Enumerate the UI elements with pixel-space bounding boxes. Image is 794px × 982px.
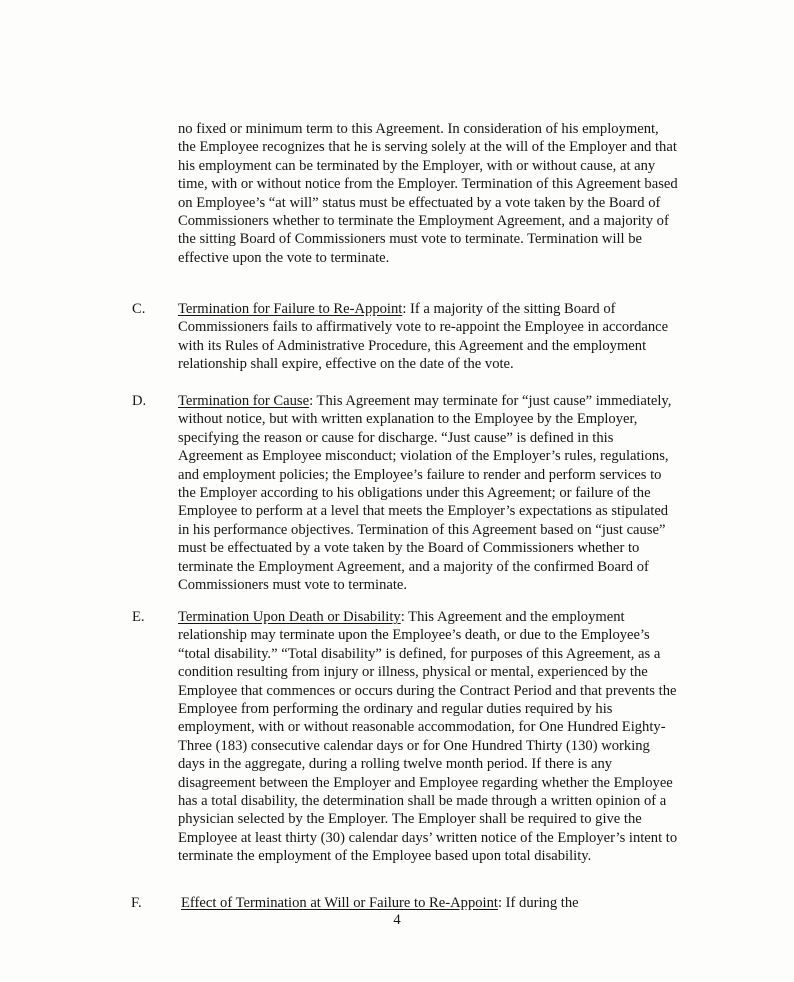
section-body xyxy=(181,894,681,912)
section-heading: Termination for Failure to Re-Appoint xyxy=(178,301,403,317)
section-letter: E. xyxy=(132,609,145,625)
section-letter: C. xyxy=(132,301,146,317)
section-letter: F. xyxy=(131,895,142,911)
section-heading: Termination Upon Death or Disability xyxy=(178,609,401,625)
section-body xyxy=(178,608,678,866)
section-heading: Termination for Cause xyxy=(178,393,310,409)
page-number-text: 4 xyxy=(393,912,401,928)
section-body xyxy=(178,392,678,594)
section-body xyxy=(178,300,678,374)
section-text: : If during the xyxy=(497,895,579,911)
page-number xyxy=(0,912,794,929)
intro-paragraph: no fixed or minimum term to this Agreement. In consideration of his employment, the Employee recognizes that he is serving solely at the will of the Employer and that his employment can be terminated by the Employer, with or without cause, at any time, with or without notice from the Employer. Termination of this Agreement based on Employee’s “at will” status must be effectuated by a vote taken by the Board of Commissioners whether to terminate the Employment Agreement, and a majority of the sitting Board of Commissioners must vote to terminate. Termination will be effective upon the vote to terminate. xyxy=(178,121,678,266)
section-text: : If a majority of the sitting Board of Commissioners fails to affirmatively vote to re-appoint the Employee in accordance with its Rules of Administrative Procedure, this Agreement and the employment relationship shall expire, effective on the date of the vote. xyxy=(178,301,669,373)
section-heading: Effect of Termination at Will or Failure to Re-Appoint xyxy=(181,895,498,911)
section-text: : This Agreement and the employment relationship may terminate upon the Employee’s death, or due to the Employee’s “total disability.” “Total disability” is defined, for purposes of this Agreement, as a condition resulting from injury or illness, physical or mental, experienced by the Employee that commences or occurs during the Contract Period and that prevents the Employee from performing the ordinary and regular duties required by his employment, with or without reasonable accommodation, for One Hundred Eighty-Three (183) consecutive calendar days or for One Hundred Thirty (130) working days in the aggregate, during a rolling twelve month period. If there is any disagreement between the Employer and Employee regarding whether the Employee has a total disability, the determination shall be made through a written opinion of a physician selected by the Employer. The Employer shall be required to give the Employee at least thirty (30) calendar days’ written notice of the Employer’s intent to terminate the employment of the Employee based upon total disability. xyxy=(178,609,678,865)
section-letter: D. xyxy=(132,393,147,409)
section-text: : This Agreement may terminate for “just cause” immediately, without notice, but with written explanation to the Employee by the Employer, specifying the reason or cause for discharge. “Just cause” is defined in this Agreement as Employee misconduct; violation of the Employer’s rules, regulations, and employment policies; the Employee’s failure to render and perform services to the Employer according to his obligations under this Agreement; or failure of the Employee to perform at a level that meets the Employer’s expectations as stipulated in his performance objectives. Termination of this Agreement based on “just cause” must be effectuated by a vote taken by the Board of Commissioners whether to terminate the Employment Agreement, and a majority of the confirmed Board of Commissioners must vote to terminate. xyxy=(178,393,672,594)
